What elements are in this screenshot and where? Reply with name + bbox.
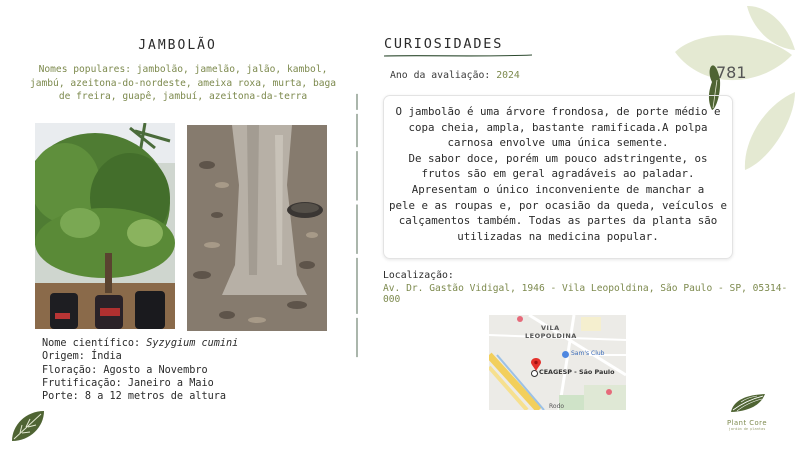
map-poi-sams: Sam's Club [571, 350, 605, 357]
map-pin-label: CEAGESP - São Paulo [539, 368, 615, 376]
curiosity-line: frutos são em geral agradáveis ao paladar. [421, 167, 695, 181]
curiosity-line: De sabor doce, porém um pouco adstringente, os [408, 151, 708, 165]
location-map[interactable] [489, 315, 626, 410]
location-address[interactable]: Av. Dr. Gastão Vidigal, 1946 - Vila Leopoldina, São Paulo - SP, 05314-000 [383, 283, 788, 305]
trunk-photo [187, 125, 327, 331]
title-underline [384, 53, 534, 59]
origin-line: Origem: Índia [42, 351, 122, 363]
evaluation-year [390, 70, 520, 81]
curiosity-line: O jambolão é uma árvore frondosa, de porte médio e [395, 105, 721, 118]
scientific-name-line [42, 337, 238, 350]
curiosity-line: utilizadas na medicina popular. [457, 229, 659, 243]
map-district-line1: VILA [541, 324, 560, 332]
logo-leaf-icon [727, 392, 767, 414]
plant-title: JAMBOLÃO [138, 38, 217, 53]
flowering-line: Floração: Agosto a Novembro [42, 364, 208, 376]
curiosities-title: CURIOSIDADES [384, 36, 504, 52]
map-pin-dot-icon [531, 370, 538, 377]
fruiting-line: Frutificação: Janeiro a Maio [42, 377, 214, 389]
logo-tagline: jardim de plantas [728, 427, 766, 431]
location-label: Localização: [383, 270, 454, 281]
map-poi-dot-icon [606, 389, 612, 395]
vertical-divider [356, 28, 358, 423]
curiosity-line: pele e as roupas e, por ocasião da queda, veículos e [388, 198, 727, 212]
curiosity-line: copa cheia, ampla, bastante ramificada.A polpa [408, 120, 708, 134]
tree-photo [35, 123, 175, 329]
size-line: Porte: 8 a 12 metros de altura [42, 391, 227, 403]
shopping-icon [562, 351, 569, 358]
badge-number: 781 [716, 63, 747, 82]
curiosity-line: carnosa envolve uma única semente. [447, 136, 669, 150]
curiosity-line: Apresentam o único inconveniente de manchar a [411, 182, 705, 196]
map-district-line2: LEOPOLDINA [525, 332, 577, 340]
brand-logo [718, 392, 776, 431]
map-road-label: Rodo [549, 403, 565, 410]
scientific-name: Syzygium cumini [146, 338, 239, 349]
popular-names: Nomes populares: jambolão, jamelão, jalão, kambol, jambú, azeitona-do-nordeste, ameixa roxa, murta, baga de freira, guapê, jambuí, azeitona-da-terra [29, 64, 337, 102]
scientific-name-label: Nome científico: [42, 338, 141, 349]
plant-facts [42, 337, 238, 403]
map-poi-marker-icon [517, 316, 523, 322]
year-label: Ano da avaliação: [390, 70, 491, 81]
curiosity-line: calçamentos também. Todas as partes da planta são [398, 214, 718, 228]
leaf-bottom-left-icon [8, 405, 48, 445]
year-value: 2024 [496, 70, 520, 81]
curiosities-text [388, 104, 728, 244]
logo-name: Plant Core [726, 419, 768, 427]
